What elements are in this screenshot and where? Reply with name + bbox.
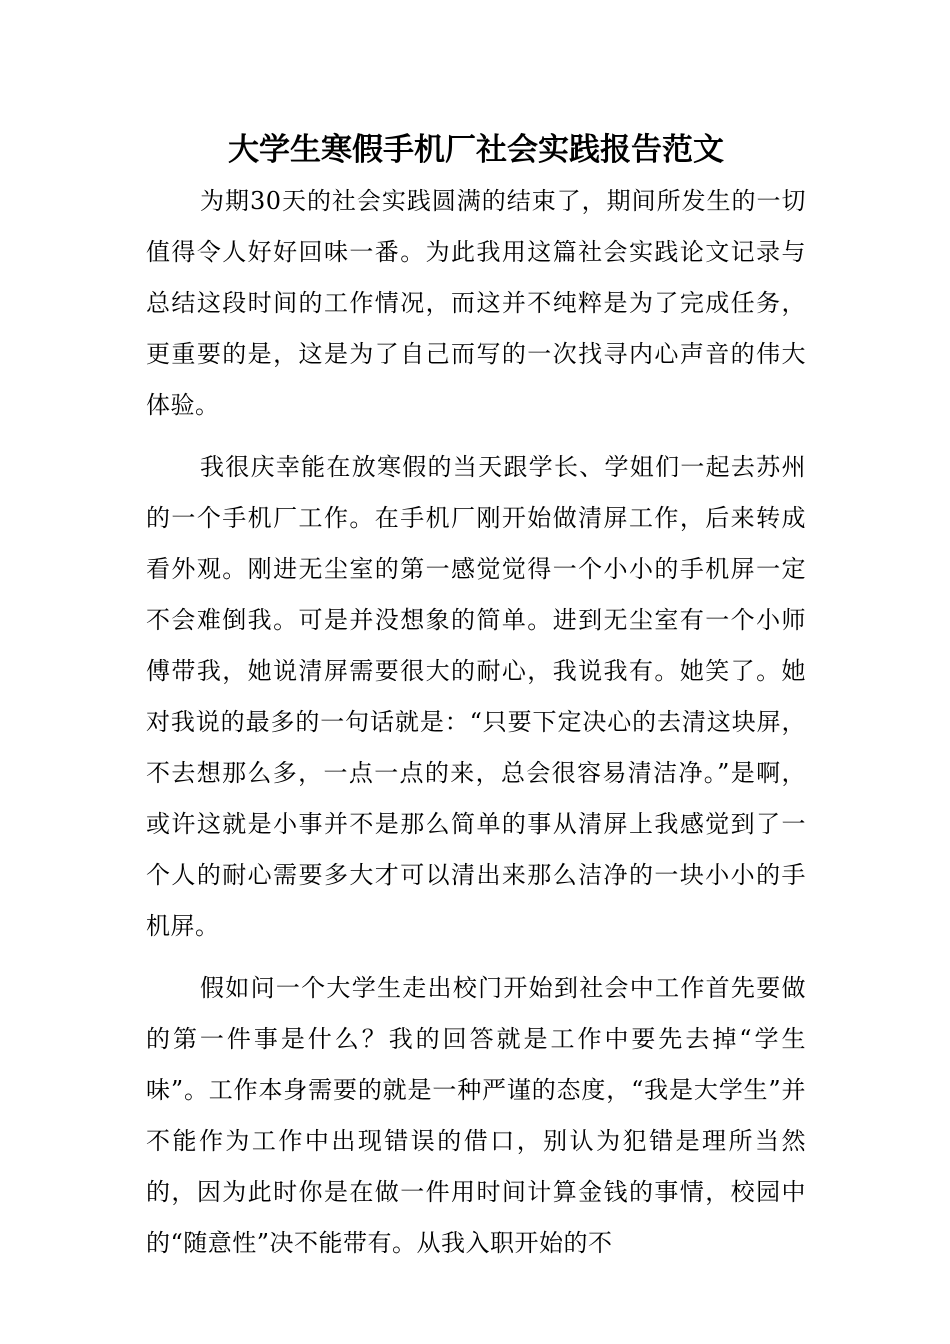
document-title: 大学生寒假手机厂社会实践报告范文	[228, 132, 724, 168]
paragraph-1: 为期30天的社会实践圆满的结束了，期间所发生的一切值得令人好好回味一番。为此我用这篇社会实践论文记录与总结这段时间的工作情况，而这并不纯粹是为了完成任务，更重要的是，这是为了自己而写的一次找寻内心声音的伟大体验。	[146, 187, 806, 419]
paragraph-2: 我很庆幸能在放寒假的当天跟学长、学姐们一起去苏州的一个手机厂工作。在手机厂刚开始做清屏工作，后来转成看外观。刚进无尘室的第一感觉觉得一个小小的手机屏一定不会难倒我。可是并没想象的简单。进到无尘室有一个小师傅带我，她说清屏需要很大的耐心，我说我有。她笑了。她对我说的最多的一句话就是：“只要下定决心的去清这块屏，不去想那么多，一点一点的来，总会很容易清洁净。”是啊，或许这就是小事并不是那么简单的事从清屏上我感觉到了一个人的耐心需要多大才可以清出来那么洁净的一块小小的手机屏。	[146, 453, 806, 940]
document-body	[146, 176, 806, 1280]
paragraph-3: 假如问一个大学生走出校门开始到社会中工作首先要做的第一件事是什么？我的回答就是工作中要先去掉“学生味”。工作本身需要的就是一种严谨的态度，“我是大学生”并不能作为工作中出现错误的借口，别认为犯错是理所当然的，因为此时你是在做一件用时间计算金钱的事情，校园中的“随意性”决不能带有。从我入职开始的不	[146, 974, 806, 1257]
